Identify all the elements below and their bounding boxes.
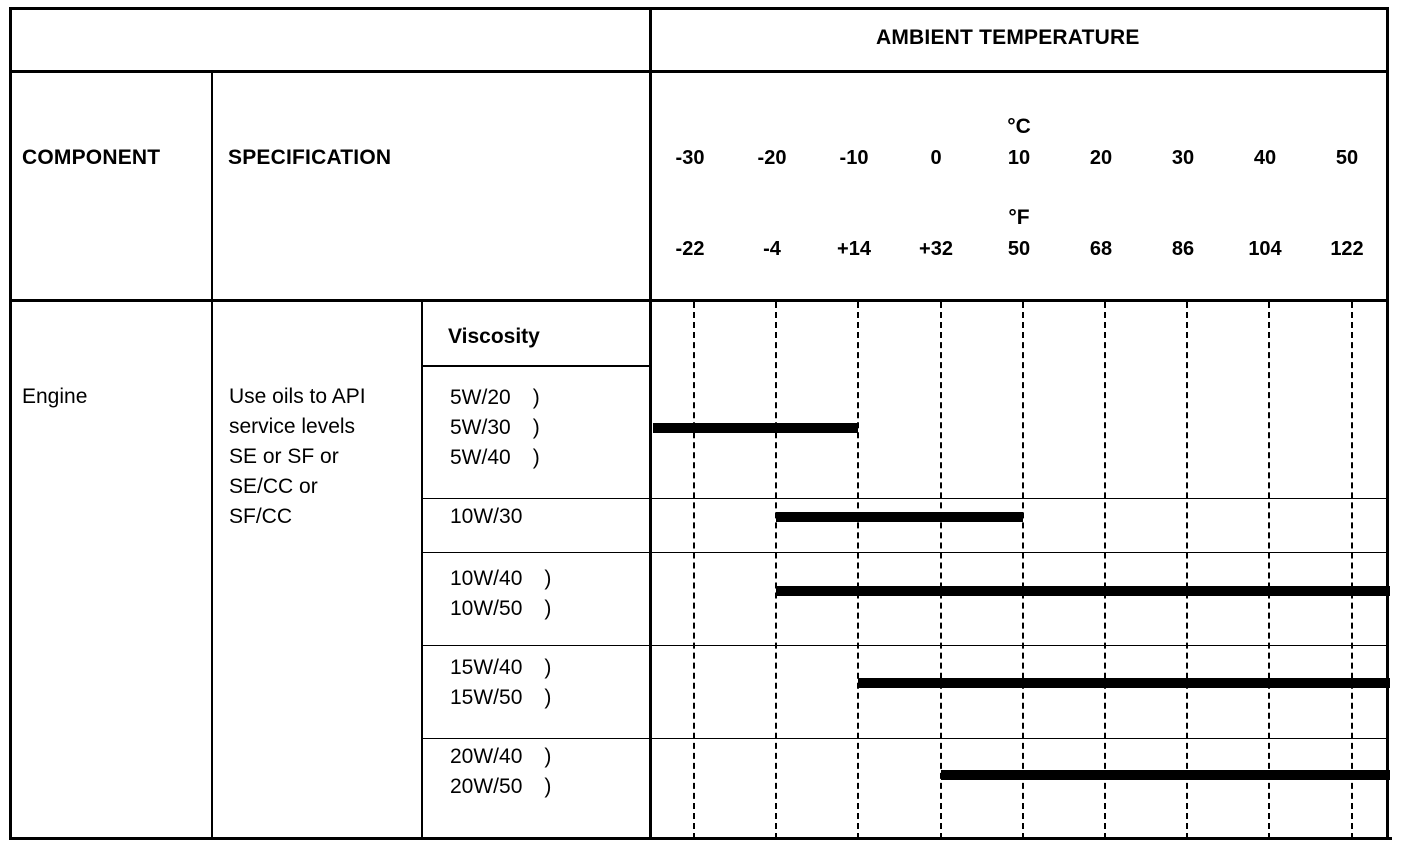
viscosity-grade-label: 5W/30 <box>450 416 511 439</box>
viscosity-header: Viscosity <box>448 325 540 348</box>
viscosity-grade-label: 10W/50 <box>450 597 523 620</box>
grade-bracket: ) <box>544 656 552 679</box>
gridline <box>1022 302 1024 839</box>
viscosity-grade <box>450 383 540 413</box>
viscosity-grade <box>450 772 551 802</box>
viscosity-grade-label: 15W/40 <box>450 656 523 679</box>
viscosity-grade-label: 5W/20 <box>450 386 511 409</box>
viscosity-grade-label: 20W/40 <box>450 745 523 768</box>
grade-bracket: ) <box>544 567 552 590</box>
gridline <box>1186 302 1188 839</box>
component-header: COMPONENT <box>22 146 161 169</box>
gridline <box>1268 302 1270 839</box>
celsius-tick: -10 <box>839 147 869 169</box>
celsius-tick: 40 <box>1253 147 1277 169</box>
grade-bracket: ) <box>544 597 552 620</box>
gridline <box>1104 302 1106 839</box>
component-engine: Engine <box>22 385 88 408</box>
gridline <box>1351 302 1353 839</box>
grade-bracket: ) <box>532 446 540 469</box>
row-divider-4 <box>421 738 1389 739</box>
celsius-tick: -30 <box>675 147 705 169</box>
grade-bracket: ) <box>532 416 540 439</box>
header-divider-1 <box>9 70 1389 73</box>
celsius-tick: -20 <box>757 147 787 169</box>
specification-line: Use oils to API <box>229 385 366 408</box>
viscosity-grade <box>450 443 540 473</box>
viscosity-grade <box>450 413 540 443</box>
specification-line: service levels <box>229 415 356 438</box>
gridline <box>693 302 695 839</box>
specification-line: SE/CC or <box>229 475 318 498</box>
col-divider-chart <box>649 7 652 840</box>
temperature-range-bar <box>941 770 1390 780</box>
temperature-range-bar <box>776 512 1023 522</box>
row-divider-1 <box>421 498 1389 499</box>
grade-bracket: ) <box>544 775 552 798</box>
celsius-label: °C <box>1007 115 1031 138</box>
viscosity-header-divider <box>421 365 651 367</box>
viscosity-grade-label: 10W/40 <box>450 567 523 590</box>
viscosity-grade <box>450 742 551 772</box>
celsius-tick: 0 <box>930 147 942 169</box>
celsius-tick: 30 <box>1171 147 1195 169</box>
celsius-tick: 10 <box>1007 147 1031 169</box>
fahrenheit-tick: 68 <box>1089 238 1113 260</box>
temperature-range-bar <box>776 586 1390 596</box>
gridline <box>857 302 859 839</box>
specification-header: SPECIFICATION <box>228 146 392 169</box>
row-divider-2 <box>421 552 1389 553</box>
celsius-tick: 20 <box>1089 147 1113 169</box>
row-divider-3 <box>421 645 1389 646</box>
col-divider-spec <box>211 72 213 840</box>
ambient-temperature-title: AMBIENT TEMPERATURE <box>876 26 1140 49</box>
border-bottom <box>9 837 1392 840</box>
viscosity-grade <box>450 653 551 683</box>
fahrenheit-tick: 86 <box>1171 238 1195 260</box>
temperature-range-bar <box>653 423 859 433</box>
viscosity-grade <box>450 594 551 624</box>
viscosity-grade-label: 20W/50 <box>450 775 523 798</box>
fahrenheit-tick: +32 <box>919 238 953 260</box>
viscosity-grade <box>450 564 551 594</box>
border-top <box>9 7 1389 10</box>
fahrenheit-label: °F <box>1008 206 1030 229</box>
border-left <box>9 7 12 840</box>
gridline <box>775 302 777 839</box>
grade-bracket: ) <box>532 386 540 409</box>
border-right <box>1386 7 1389 840</box>
fahrenheit-tick: 104 <box>1248 238 1282 260</box>
grade-bracket: ) <box>544 745 552 768</box>
gridline <box>940 302 942 839</box>
grade-bracket: ) <box>544 686 552 709</box>
fahrenheit-tick: -22 <box>675 238 705 260</box>
temperature-range-bar <box>858 678 1390 688</box>
viscosity-grade-label: 10W/30 <box>450 505 523 528</box>
viscosity-grade-label: 15W/50 <box>450 686 523 709</box>
fahrenheit-tick: +14 <box>837 238 871 260</box>
viscosity-grade <box>450 502 522 532</box>
celsius-tick: 50 <box>1335 147 1359 169</box>
fahrenheit-tick: 122 <box>1330 238 1364 260</box>
col-divider-viscosity <box>421 301 423 840</box>
fahrenheit-tick: -4 <box>763 238 781 260</box>
viscosity-grade <box>450 683 551 713</box>
specification-line: SF/CC <box>229 505 292 528</box>
fahrenheit-tick: 50 <box>1007 238 1031 260</box>
specification-line: SE or SF or <box>229 445 339 468</box>
header-divider-2 <box>9 299 1389 302</box>
viscosity-grade-label: 5W/40 <box>450 446 511 469</box>
